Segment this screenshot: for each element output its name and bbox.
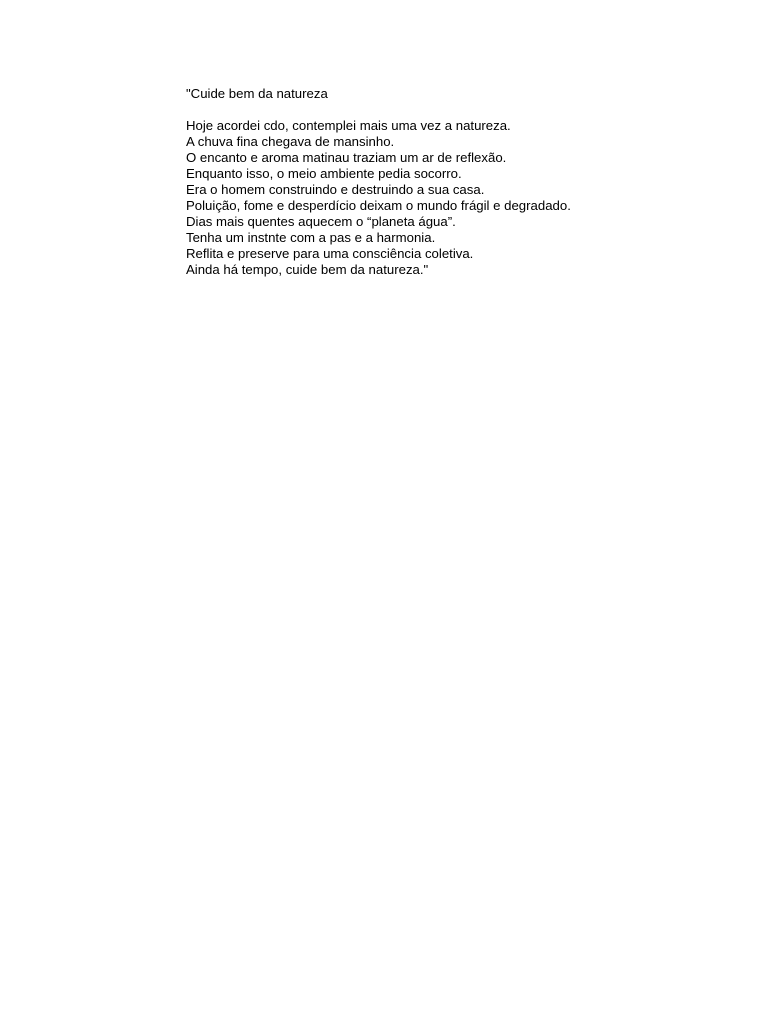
poem-title: "Cuide bem da natureza [186, 86, 328, 101]
poem-line: Enquanto isso, o meio ambiente pedia socorro. [186, 166, 462, 181]
poem-line: Era o homem construindo e destruindo a sua casa. [186, 182, 485, 197]
poem-line: Dias mais quentes aquecem o “planeta água”. [186, 214, 456, 229]
poem-line: Ainda há tempo, cuide bem da natureza." [186, 262, 429, 277]
poem-line: Poluição, fome e desperdício deixam o mundo frágil e degradado. [186, 198, 571, 213]
poem-line: A chuva fina chegava de mansinho. [186, 134, 395, 149]
poem-line: Hoje acordei cdo, contemplei mais uma vez a natureza. [186, 118, 511, 133]
poem-line: Reflita e preserve para uma consciência coletiva. [186, 246, 474, 261]
poem-line: O encanto e aroma matinau traziam um ar de reflexão. [186, 150, 507, 165]
poem-body [186, 86, 746, 278]
poem-line: Tenha um instnte com a pas e a harmonia. [186, 230, 436, 245]
